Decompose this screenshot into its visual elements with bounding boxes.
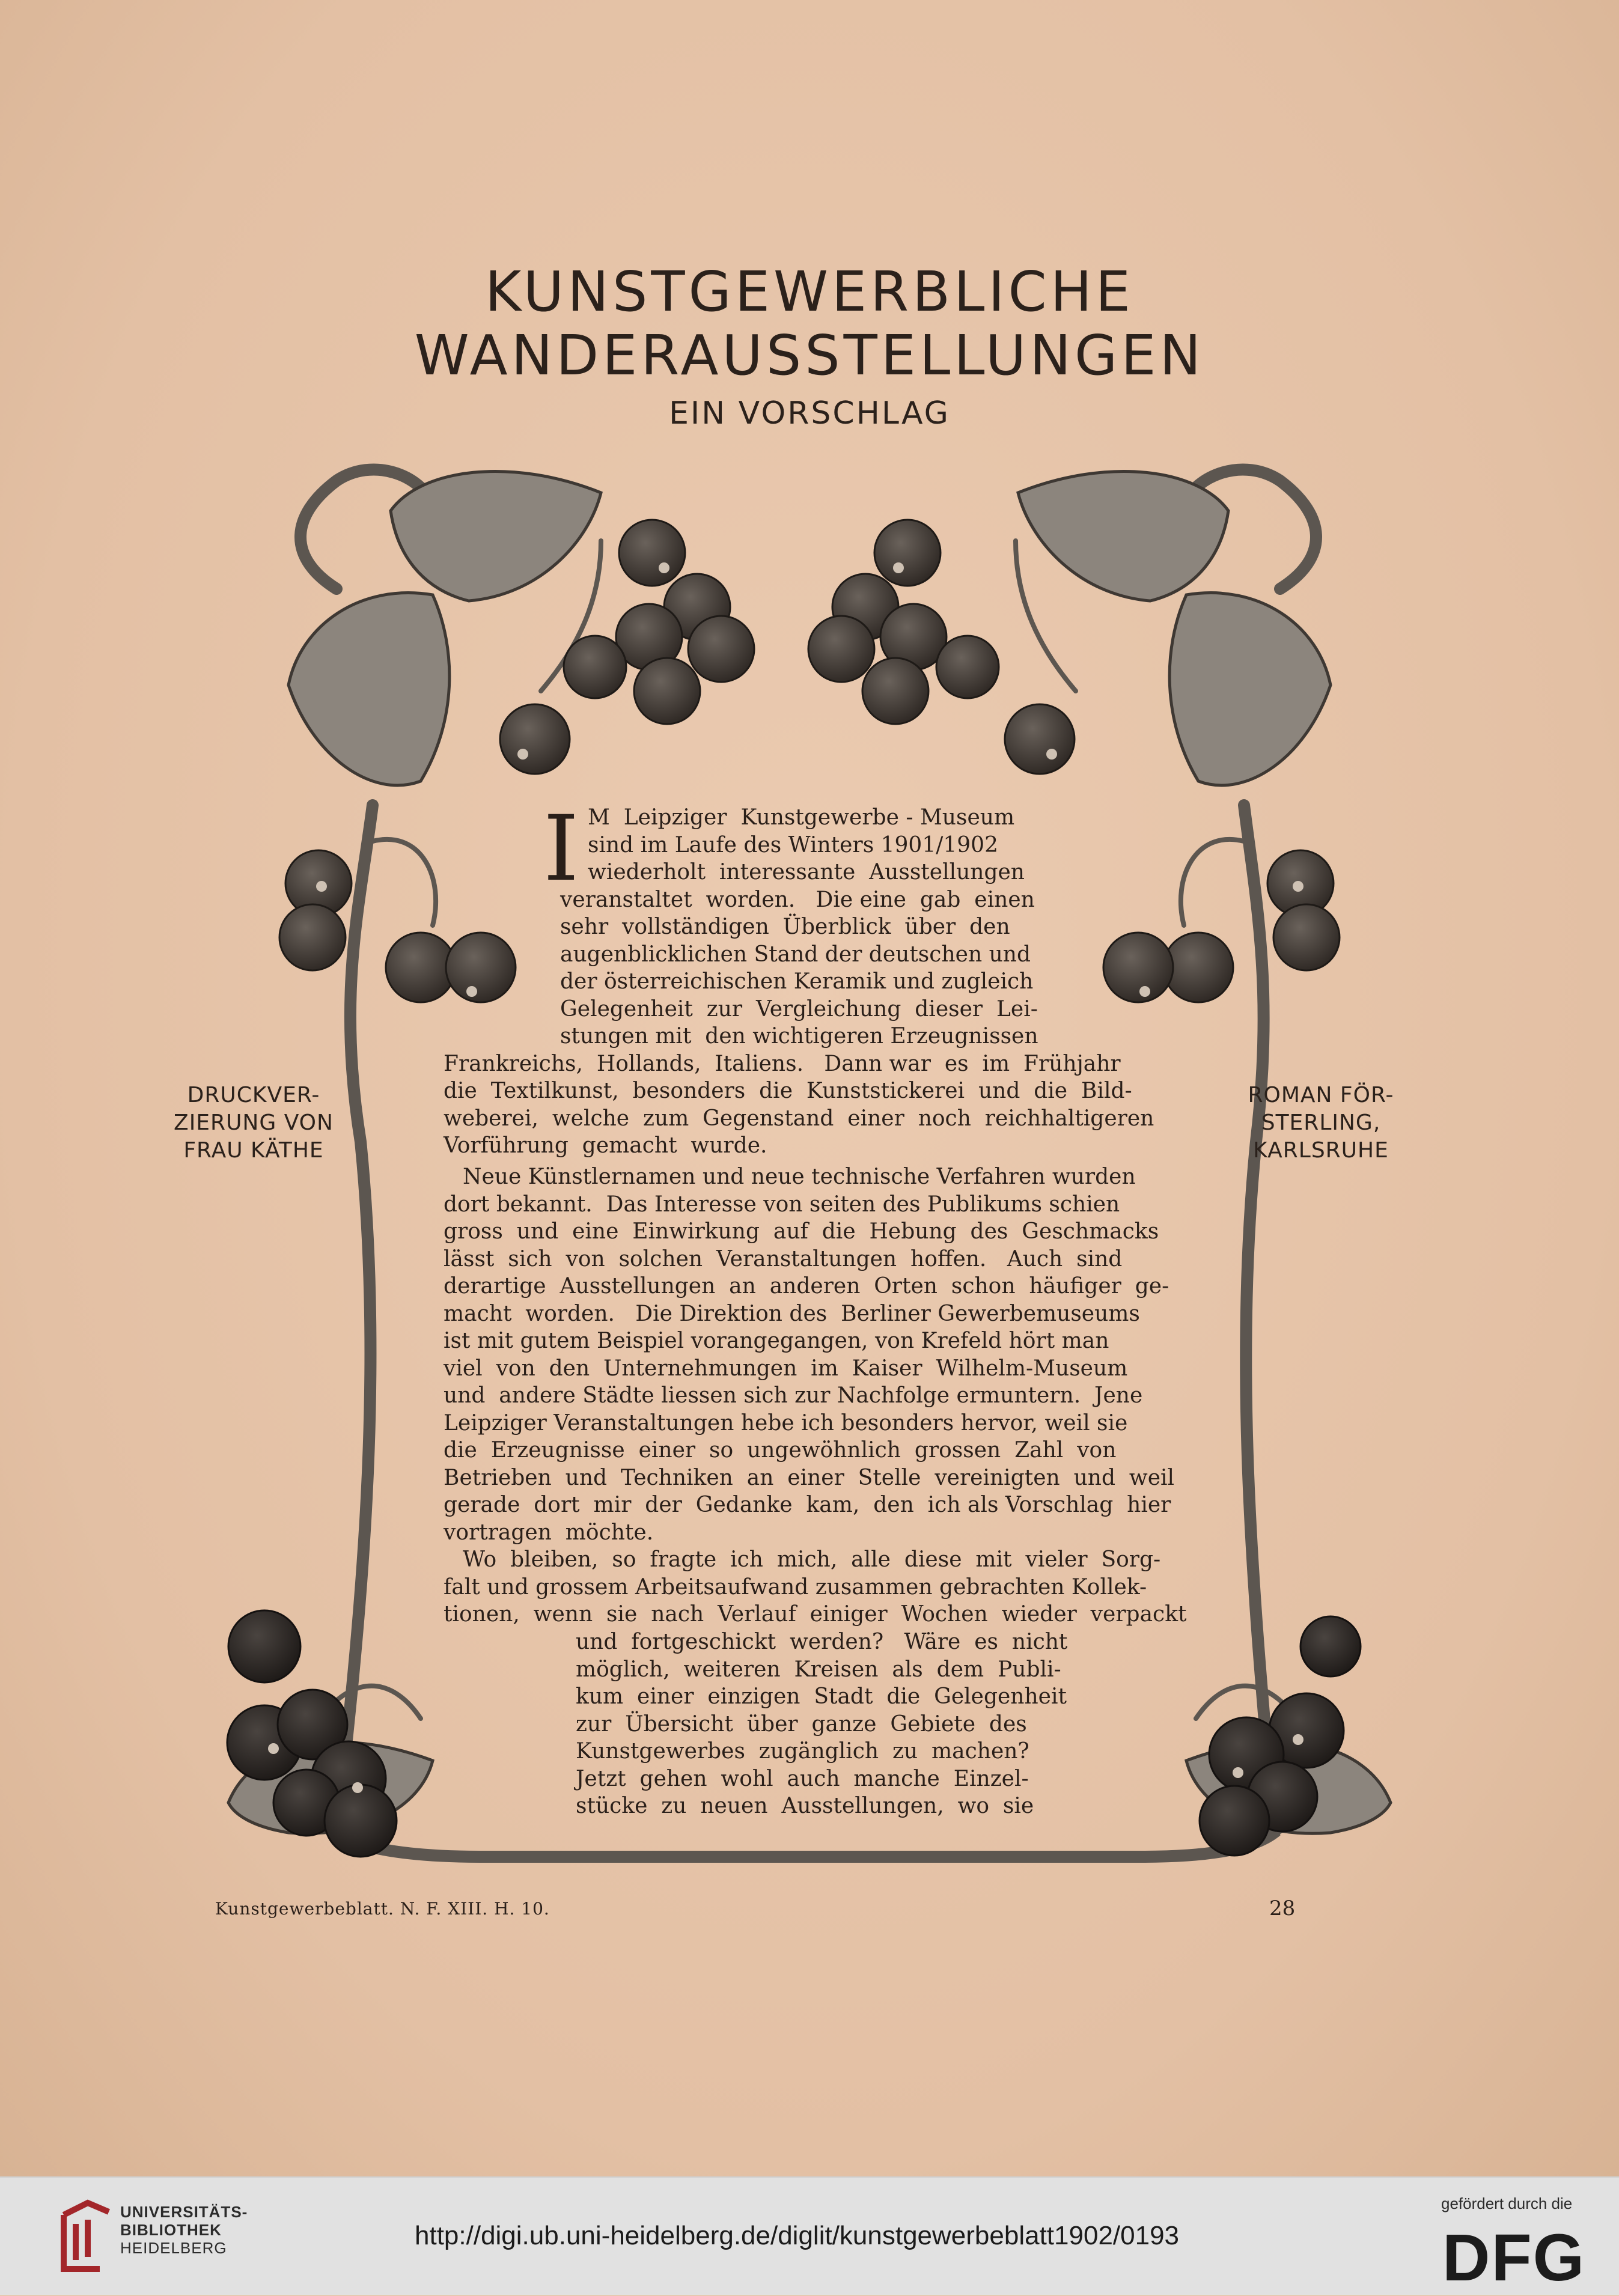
journal-citation: Kunstgewerbeblatt. N. F. XIII. H. 10. [215, 1899, 550, 1919]
library-name-line: UNIVERSITÄTS- [120, 2203, 248, 2221]
text-line: stungen mit den wichtigeren Erzeugnissen [560, 1024, 1038, 1049]
text-line: die Erzeugnisse einer so ungewöhnlich grossen Zahl von [444, 1438, 1117, 1463]
text-line: Vorführung gemacht wurde. [444, 1133, 767, 1158]
text-line: vortragen möchte. [444, 1520, 654, 1545]
text-line: lässt sich von solchen Veranstaltungen hoffen. Auch sind [444, 1246, 1123, 1271]
subtitle: EIN VORSCHLAG [669, 395, 950, 431]
text-line: zur Übersicht über ganze Gebiete des [576, 1711, 1027, 1737]
text-line: tionen, wenn sie nach Verlauf einiger Wochen wieder verpackt [444, 1602, 1187, 1627]
text-line: augenblicklichen Stand der deutschen und [560, 942, 1031, 967]
archive-footer-bar [0, 2176, 1619, 2295]
library-name-line: BIBLIOTHEK [120, 2221, 222, 2239]
text-line: Kunstgewerbes zugänglich zu machen? [576, 1739, 1029, 1764]
text-line: Betrieben und Techniken an einer Stelle vereinigten und weil [444, 1465, 1175, 1490]
text-line: sind im Laufe des Winters 1901/1902 [588, 832, 998, 857]
credit-right [1231, 1082, 1411, 1165]
text-line: Jetzt gehen wohl auch manche Einzel- [576, 1766, 1029, 1791]
credit-left-line: FRAU KÄTHE [183, 1138, 324, 1163]
text-line: Wo bleiben, so fragte ich mich, alle diese mit vieler Sorg- [463, 1547, 1161, 1572]
text-line: macht worden. Die Direktion des Berliner Gewerbemuseums [444, 1301, 1140, 1326]
library-name-line: HEIDELBERG [120, 2239, 227, 2257]
text-line: ist mit gutem Beispiel vorangegangen, von Krefeld hört man [444, 1329, 1109, 1353]
text-line: und andere Städte liessen sich zur Nachfolge ermuntern. Jene [444, 1383, 1143, 1408]
title-line-1: KUNSTGEWERBLICHE [484, 260, 1135, 324]
sponsor-note: gefördert durch die [1441, 2194, 1573, 2212]
text-line: viel von den Unternehmungen im Kaiser Wilhelm-Museum [444, 1356, 1128, 1381]
text-line: stücke zu neuen Ausstellungen, wo sie [576, 1794, 1034, 1818]
credit-left-line: DRUCKVER- [187, 1083, 320, 1107]
text-line: dort bekannt. Das Interesse von seiten des Publikums schien [444, 1192, 1120, 1217]
credit-right-line: STERLING, [1261, 1110, 1381, 1135]
text-line: derartige Ausstellungen an anderen Orten schon häufiger ge- [444, 1274, 1169, 1299]
text-line: gross und eine Einwirkung auf die Hebung des Geschmacks [444, 1219, 1159, 1244]
permalink-url[interactable]: http://digi.ub.uni-heidelberg.de/diglit/kunstgewerbeblatt1902/0193 [415, 2221, 1180, 2250]
text-line: sehr vollständigen Überblick über den [560, 915, 1010, 939]
text-line: veranstaltet worden. Die eine gab einen [560, 887, 1035, 912]
credit-left [157, 1082, 350, 1165]
library-logo-icon [58, 2197, 113, 2275]
title-line-2: WANDERAUSSTELLUNGEN [414, 323, 1205, 388]
text-line: Frankreichs, Hollands, Italiens. Dann war es im Frühjahr [444, 1051, 1121, 1076]
credit-right-line: ROMAN FÖR- [1248, 1083, 1394, 1107]
text-line: und fortgeschickt werden? Wäre es nicht [576, 1630, 1068, 1654]
page-number: 28 [1269, 1896, 1296, 1920]
text-line: Leipziger Veranstaltungen hebe ich besonders hervor, weil sie [444, 1410, 1128, 1436]
text-line: gerade dort mir der Gedanke kam, den ich als Vorschlag hier [444, 1493, 1171, 1517]
text-line: möglich, weiteren Kreisen als dem Publi- [576, 1657, 1061, 1682]
credit-right-line: KARLSRUHE [1253, 1138, 1389, 1163]
text-line: weberei, welche zum Gegenstand einer noch reichhaltigeren [444, 1106, 1154, 1131]
text-line: falt und grossem Arbeitsaufwand zusammen gebrachten Kollek- [444, 1574, 1147, 1600]
text-line: Neue Künstlernamen und neue technische Verfahren wurden [463, 1165, 1136, 1189]
text-line: der österreichischen Keramik und zugleich [560, 969, 1034, 994]
text-line: wiederholt interessante Ausstellungen [588, 860, 1025, 885]
drop-cap: I [543, 797, 579, 901]
text-line: die Textilkunst, besonders die Kunststickerei und die Bild- [444, 1079, 1132, 1103]
dfg-logo: DFG [1442, 2221, 1586, 2295]
text-line: Gelegenheit zur Vergleichung dieser Lei- [560, 996, 1038, 1022]
text-line: kum einer einzigen Stadt die Gelegenheit [576, 1684, 1067, 1709]
credit-left-line: ZIERUNG VON [174, 1110, 334, 1135]
text-line: M Leipziger Kunstgewerbe - Museum [588, 805, 1015, 830]
library-name [120, 2203, 248, 2257]
